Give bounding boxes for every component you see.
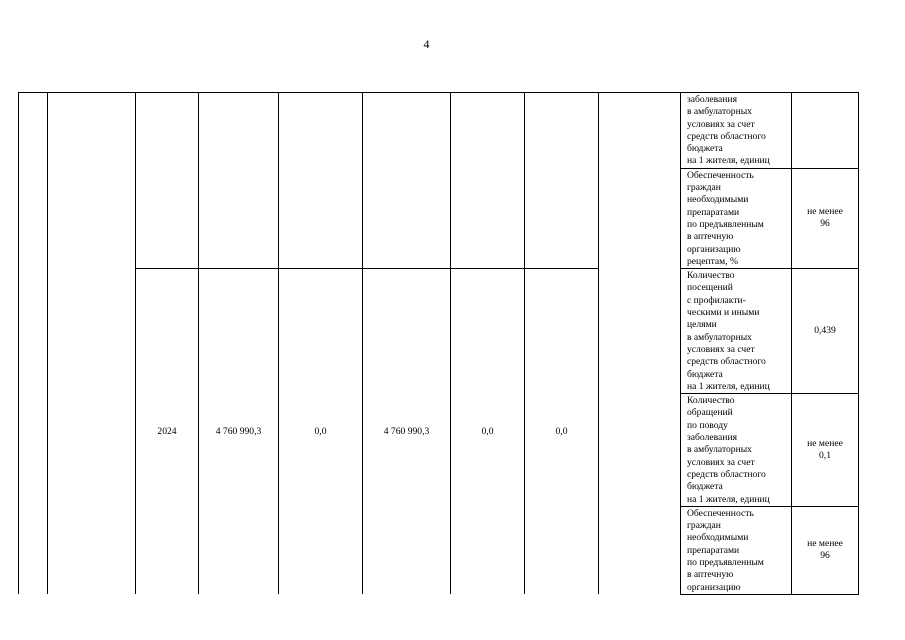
indicator-value: 0,439	[792, 269, 859, 394]
cell-number	[19, 93, 48, 595]
cell-local-prev	[451, 93, 525, 269]
indicator-value: не менее 96	[792, 506, 859, 594]
cell-year-prev	[136, 93, 199, 269]
cell-other-prev	[525, 93, 599, 269]
indicator-name: Обеспеченность граждан необходимыми препаратами по предъявленным в аптечную организацию	[681, 506, 792, 594]
indicator-name: Обеспеченность граждан необходимыми препаратами по предъявленным в аптечную организацию рецептам, %	[681, 168, 792, 268]
table-row	[19, 269, 859, 394]
cell-federal: 0,0	[279, 269, 363, 595]
indicator-name: Количество посещений с профилакти- ческими и иными целями в амбулаторных условиях за счет средств областного бюджета на 1 жителя, единиц	[681, 269, 792, 394]
cell-program-name	[48, 93, 136, 595]
cell-federal-prev	[279, 93, 363, 269]
indicator-value: не менее 0,1	[792, 394, 859, 507]
indicator-name: Количество обращений по поводу заболевания в амбулаторных условиях за счет средств областного бюджета на 1 жителя, единиц	[681, 394, 792, 507]
cell-total: 4 760 990,3	[199, 269, 279, 595]
cell-other: 0,0	[525, 269, 599, 595]
indicator-value: не менее 96	[792, 168, 859, 268]
table-row	[19, 93, 859, 169]
cell-regional-prev	[363, 93, 451, 269]
program-table	[18, 92, 859, 595]
cell-executor	[599, 93, 681, 595]
cell-regional: 4 760 990,3	[363, 269, 451, 595]
page-number: 4	[423, 37, 430, 51]
indicator-value	[792, 93, 859, 169]
cell-year: 2024	[136, 269, 199, 595]
cell-total-prev	[199, 93, 279, 269]
indicator-name: заболевания в амбулаторных условиях за счет средств областного бюджета на 1 жителя, единиц	[681, 93, 792, 169]
cell-local: 0,0	[451, 269, 525, 595]
